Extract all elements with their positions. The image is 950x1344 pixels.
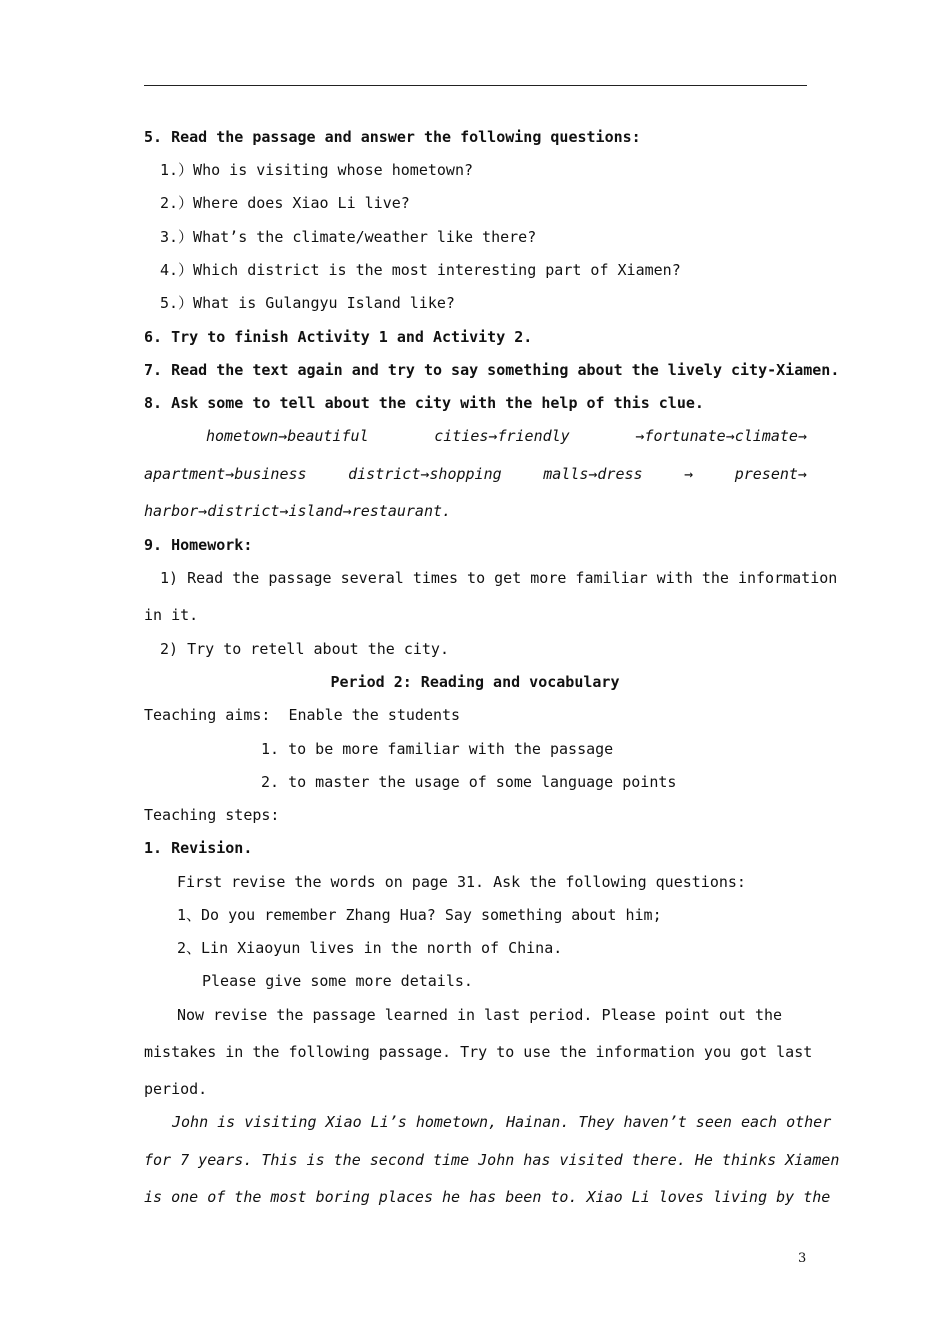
teaching-aims-label: Teaching aims: Enable the students	[144, 706, 461, 724]
clue-word: district→shopping	[348, 465, 502, 483]
aim-1: 1. to be more familiar with the passage	[261, 740, 614, 758]
clue-word: →	[684, 465, 694, 483]
passage-line-2: for 7 years. This is the second time John has visited there. He thinks Xiamen	[144, 1151, 840, 1169]
revision-question-1: 1、Do you remember Zhang Hua? Say something about him;	[177, 906, 662, 924]
passage-line-3: is one of the most boring places he has been to. Xiao Li loves living by the	[144, 1188, 831, 1206]
revise-intro: First revise the words on page 31. Ask the following questions:	[177, 873, 746, 891]
question-3: 3.）What’s the climate/weather like there?	[160, 228, 537, 246]
clue-word: →fortunate→climate→	[635, 427, 807, 445]
now-revise-line-3: period.	[144, 1080, 208, 1098]
step-8-heading: 8. Ask some to tell about the city with the help of this clue.	[144, 394, 704, 412]
page-number: 3	[798, 1251, 807, 1266]
revision-question-2-detail: Please give some more details.	[202, 972, 473, 990]
clue-word: malls→dress	[543, 465, 643, 483]
step-5-heading: 5. Read the passage and answer the following questions:	[144, 128, 641, 146]
teaching-steps-label: Teaching steps:	[144, 806, 280, 824]
step-6-heading: 6. Try to finish Activity 1 and Activity 2.	[144, 328, 533, 346]
header-rule	[144, 85, 807, 86]
revision-heading: 1. Revision.	[144, 839, 253, 857]
passage-line-1: John is visiting Xiao Li’s hometown, Hainan. They haven’t seen each other	[172, 1113, 832, 1131]
clue-line-3: harbor→district→island→restaurant.	[144, 502, 452, 520]
clue-word: cities→friendly	[434, 427, 570, 445]
homework-item-1-cont: in it.	[144, 606, 199, 624]
question-2: 2.）Where does Xiao Li live?	[160, 194, 410, 212]
homework-item-1: 1) Read the passage several times to get more familiar with the information	[160, 569, 838, 587]
clue-word: apartment→business	[144, 465, 307, 483]
homework-item-2: 2) Try to retell about the city.	[160, 640, 449, 658]
question-5: 5.）What is Gulangyu Island like?	[160, 294, 455, 312]
question-1: 1.）Who is visiting whose hometown?	[160, 161, 474, 179]
now-revise-line-1: Now revise the passage learned in last period. Please point out the	[177, 1006, 783, 1024]
step-7-heading: 7. Read the text again and try to say something about the lively city-Xiamen.	[144, 361, 840, 379]
clue-line-1	[206, 427, 807, 445]
now-revise-line-2: mistakes in the following passage. Try to use the information you got last	[144, 1043, 813, 1061]
clue-word: present→	[734, 465, 807, 483]
period-2-title: Period 2: Reading and vocabulary	[330, 673, 620, 691]
clue-word: hometown→beautiful	[206, 427, 369, 445]
clue-line-2	[144, 465, 807, 483]
aim-2: 2. to master the usage of some language points	[261, 773, 677, 791]
revision-question-2: 2、Lin Xiaoyun lives in the north of China.	[177, 939, 563, 957]
homework-heading: 9. Homework:	[144, 536, 253, 554]
question-4: 4.）Which district is the most interesting part of Xiamen?	[160, 261, 681, 279]
